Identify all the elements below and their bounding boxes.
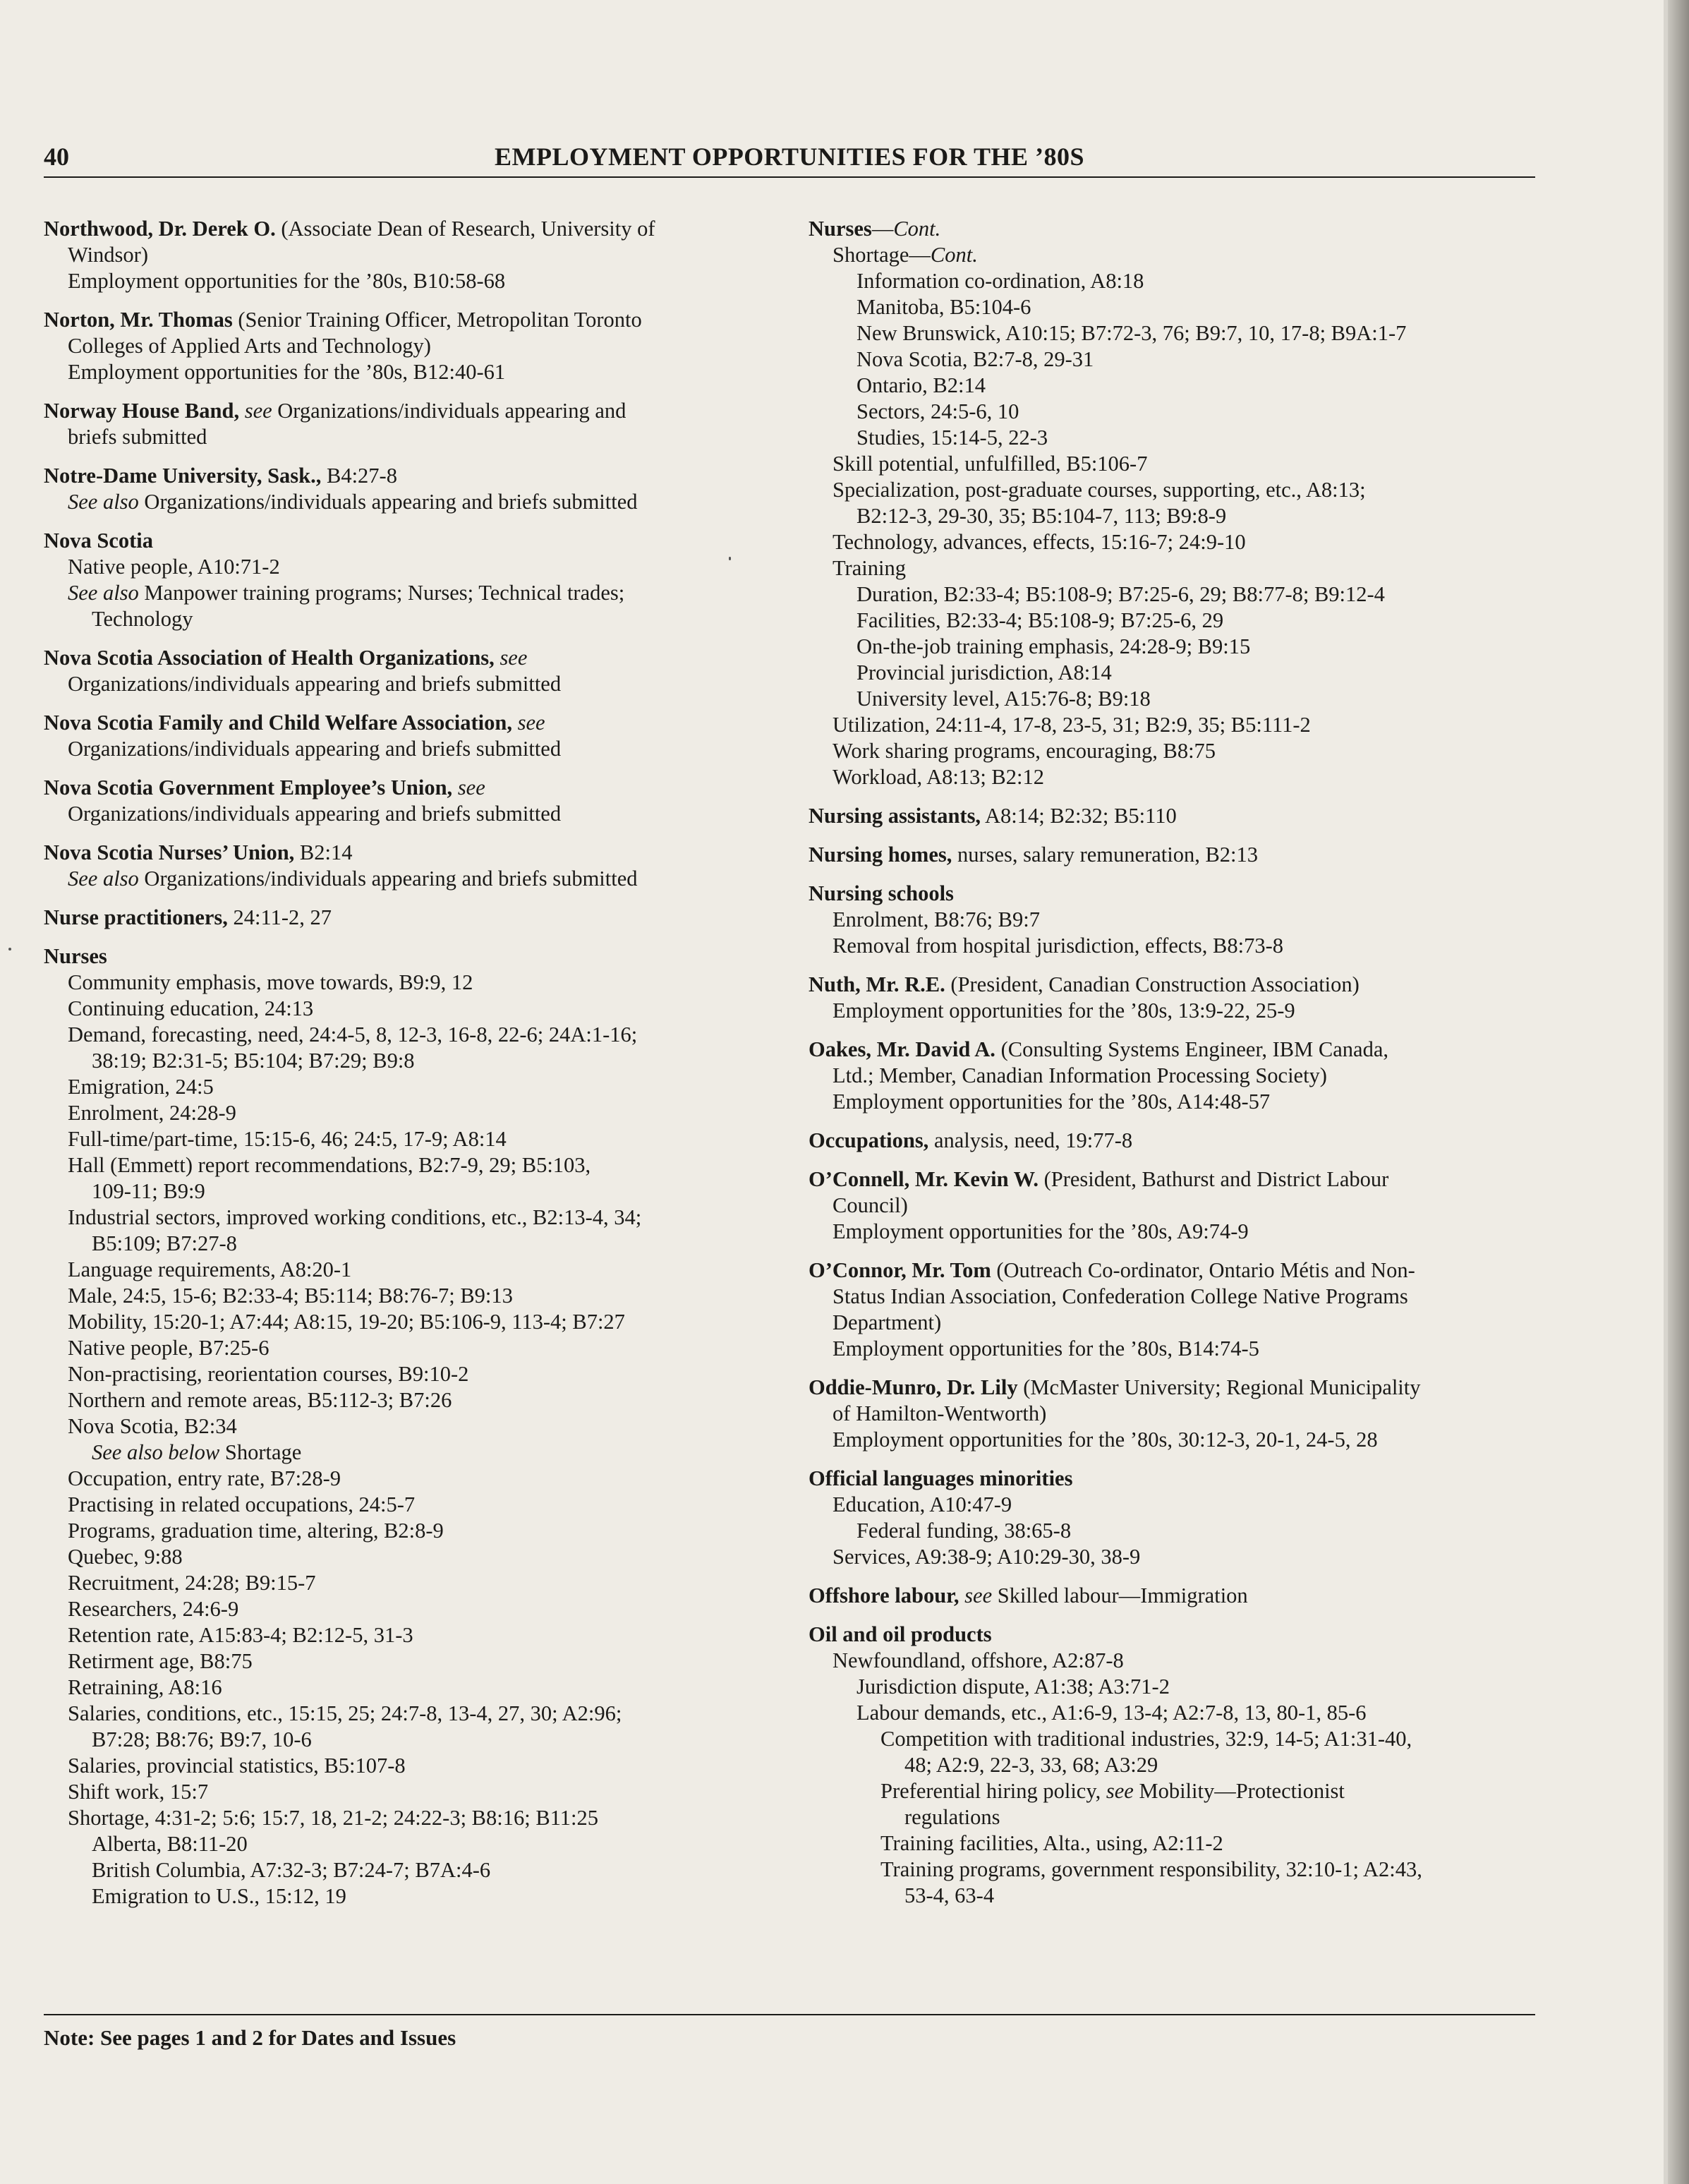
index-subentry: [44, 1779, 777, 1805]
entry-text: Organizations/individuals appearing and briefs submitted: [68, 802, 562, 826]
index-subentry: [44, 736, 777, 762]
entry-text: Education, A10:47-9: [833, 1492, 1012, 1516]
cross-reference-word: See also below: [92, 1440, 220, 1464]
index-subentry: [809, 1284, 1542, 1310]
index-subentry: [809, 1089, 1542, 1115]
entry-text: Shortage, 4:31-2; 5:6; 15:7, 18, 21-2; 24:22-3; B8:16; B11:25: [68, 1806, 599, 1830]
index-entry-heading: [809, 1622, 1542, 1648]
entry-text: British Columbia, A7:32-3; B7:24-7; B7A:4-6: [92, 1858, 491, 1882]
index-subentry: [44, 242, 777, 268]
entry-term: Nursing assistants,: [809, 804, 981, 828]
entry-text: Emigration to U.S., 15:12, 19: [92, 1884, 346, 1908]
index-subentry: [809, 1336, 1542, 1362]
index-subentry: [44, 268, 777, 294]
index-subentry: [44, 580, 777, 606]
entry-text: Competition with traditional industries, 32:9, 14-5; A1:31-40,: [880, 1727, 1412, 1751]
entry-text: Ltd.; Member, Canadian Information Processing Society): [833, 1063, 1327, 1087]
index-subentry: [44, 1100, 777, 1126]
entry-text: Quebec, 9:88: [68, 1545, 183, 1569]
index-entry-heading: [809, 216, 1542, 242]
entry-text: Manpower training programs; Nurses; Technical trades;: [138, 581, 625, 605]
index-subentry: [809, 686, 1542, 712]
entry-term: O’Connell, Mr. Kevin W.: [809, 1167, 1039, 1191]
index-subentry: [809, 660, 1542, 686]
index-subentry: [809, 933, 1542, 959]
entry-text: Industrial sectors, improved working conditions, etc., B2:13-4, 34;: [68, 1205, 642, 1229]
index-entry-heading: [44, 645, 777, 671]
running-title: EMPLOYMENT OPPORTUNITIES FOR THE ’80S: [494, 143, 1084, 171]
index-subentry: [809, 1648, 1542, 1674]
entry-text: (Outreach Co-ordinator, Ontario Métis and Non-: [991, 1258, 1415, 1282]
entry-text: B2:12-3, 29-30, 35; B5:104-7, 113; B9:8-9: [856, 504, 1227, 528]
entry-text: Newfoundland, offshore, A2:87-8: [833, 1648, 1124, 1672]
index-entry-heading: [809, 803, 1542, 829]
index-subentry: [809, 764, 1542, 790]
entry-text: Salaries, conditions, etc., 15:15, 25; 24:7-8, 13-4, 27, 30; A2:96;: [68, 1701, 622, 1725]
index-subentry: [44, 1022, 777, 1048]
index-subentry: [809, 1219, 1542, 1245]
entry-text: Organizations/individuals appearing and briefs submitted: [138, 867, 638, 891]
entry-text: B5:109; B7:27-8: [92, 1231, 237, 1255]
entry-text: Ontario, B2:14: [856, 373, 986, 397]
index-subentry: [809, 477, 1542, 503]
entry-term: Nova Scotia: [44, 529, 154, 553]
entry-text: Training: [833, 556, 906, 580]
entry-text: Utilization, 24:11-4, 17-8, 23-5, 31; B2:9, 35; B5:111-2: [833, 713, 1311, 737]
entry-text: briefs submitted: [68, 425, 207, 449]
index-column-left: [44, 216, 777, 1910]
index-subentry: [44, 970, 777, 996]
index-subentry: [809, 1752, 1542, 1778]
index-subentry: [809, 1857, 1542, 1883]
entry-term: Nursing homes,: [809, 843, 952, 867]
entry-text: Technology, advances, effects, 15:16-7; 24:9-10: [833, 530, 1246, 554]
entry-text: Occupation, entry rate, B7:28-9: [68, 1466, 341, 1490]
entry-text: 24:11-2, 27: [227, 905, 332, 929]
cross-reference-word: see: [964, 1583, 993, 1607]
entry-text: Native people, B7:25-6: [68, 1336, 270, 1360]
entry-text: Services, A9:38-9; A10:29-30, 38-9: [833, 1545, 1141, 1569]
index-subentry: [809, 1492, 1542, 1518]
entry-text: 109-11; B9:9: [92, 1179, 205, 1203]
entry-term: Nova Scotia Government Employee’s Union,: [44, 776, 453, 800]
entry-text: Nova Scotia, B2:7-8, 29-31: [856, 347, 1094, 371]
entry-text: (McMaster University; Regional Municipality: [1017, 1375, 1421, 1399]
index-subentry: [44, 1152, 777, 1178]
entry-text: Shift work, 15:7: [68, 1780, 209, 1804]
index-subentry: [809, 1518, 1542, 1544]
entry-text: Status Indian Association, Confederation College Native Programs: [833, 1284, 1408, 1308]
entry-text: nurses, salary remuneration, B2:13: [952, 843, 1259, 867]
entry-text: Workload, A8:13; B2:12: [833, 765, 1044, 789]
index-subentry: [809, 634, 1542, 660]
cross-reference-word: see: [500, 646, 528, 670]
index-subentry: [44, 554, 777, 580]
entry-text: Department): [833, 1310, 942, 1334]
entry-text: (Consulting Systems Engineer, IBM Canada,: [995, 1037, 1388, 1061]
index-subentry: [809, 399, 1542, 425]
entry-text: (Associate Dean of Research, University of: [275, 217, 655, 241]
entry-term: O’Connor, Mr. Tom: [809, 1258, 991, 1282]
index-subentry: [44, 1805, 777, 1831]
entry-text: Language requirements, A8:20-1: [68, 1257, 352, 1281]
entry-term: Oil and oil products: [809, 1622, 992, 1646]
binding-shadow: [1668, 0, 1689, 2184]
page-number: 40: [44, 143, 69, 171]
entry-term: Oakes, Mr. David A.: [809, 1037, 995, 1061]
index-subentry: [809, 346, 1542, 373]
index-subentry: [44, 1753, 777, 1779]
entry-text: Northern and remote areas, B5:112-3; B7:26: [68, 1388, 452, 1412]
index-subentry: [44, 1231, 777, 1257]
index-subentry: [809, 608, 1542, 634]
index-entry-heading: [809, 972, 1542, 998]
cross-reference-word: see: [1106, 1779, 1134, 1803]
entry-text: B7:28; B8:76; B9:7, 10-6: [92, 1727, 312, 1751]
index-entry-heading: [44, 463, 777, 489]
index-subentry: [44, 1675, 777, 1701]
entry-term: Nurses: [44, 944, 107, 968]
cross-reference-word: See also: [68, 581, 139, 605]
index-subentry: [44, 1126, 777, 1152]
entry-term: Nova Scotia Association of Health Organizations,: [44, 646, 495, 670]
index-subentry: [44, 1622, 777, 1648]
entry-text: Native people, A10:71-2: [68, 555, 280, 579]
index-entry-heading: [809, 881, 1542, 907]
index-column-right: [809, 216, 1542, 1909]
entry-text: Programs, graduation time, altering, B2:8-9: [68, 1519, 444, 1543]
entry-text: Demand, forecasting, need, 24:4-5, 8, 12-3, 16-8, 22-6; 24A:1-16;: [68, 1022, 638, 1046]
entry-text: —: [871, 217, 894, 241]
index-subentry: [44, 1361, 777, 1387]
index-subentry: [44, 1518, 777, 1544]
index-entry-heading: [44, 775, 777, 801]
entry-text: Hall (Emmett) report recommendations, B2:7-9, 29; B5:103,: [68, 1153, 591, 1177]
entry-text: Sectors, 24:5-6, 10: [856, 399, 1019, 423]
index-subentry: [44, 1727, 777, 1753]
index-subentry: [44, 1570, 777, 1596]
entry-text: Organizations/individuals appearing and briefs submitted: [68, 672, 562, 696]
index-entry-heading: [44, 307, 777, 333]
entry-text: Federal funding, 38:65-8: [856, 1519, 1072, 1543]
index-subentry: [809, 373, 1542, 399]
entry-term: Offshore labour,: [809, 1583, 959, 1607]
index-subentry: [809, 1726, 1542, 1752]
index-subentry: [44, 1283, 777, 1309]
entry-text: Facilities, B2:33-4; B5:108-9; B7:25-6, 29: [856, 608, 1224, 632]
index-subentry: [809, 1674, 1542, 1700]
entry-text: Continuing education, 24:13: [68, 996, 314, 1020]
entry-text: [239, 399, 245, 423]
index-subentry: [44, 1701, 777, 1727]
entry-text: B4:27-8: [321, 464, 397, 488]
entry-text: 53-4, 63-4: [904, 1883, 995, 1907]
entry-text: Shortage—: [833, 243, 931, 267]
index-subentry: [809, 1544, 1542, 1570]
entry-text: (Senior Training Officer, Metropolitan Toronto: [232, 308, 642, 332]
entry-text: Employment opportunities for the ’80s, A14:48-57: [833, 1090, 1271, 1114]
index-subentry: [44, 801, 777, 827]
entry-text: Alberta, B8:11-20: [92, 1832, 248, 1856]
index-subentry: [44, 996, 777, 1022]
entry-text: A8:14; B2:32; B5:110: [981, 804, 1177, 828]
index-subentry: [44, 1257, 777, 1283]
entry-text: Colleges of Applied Arts and Technology): [68, 334, 431, 358]
entry-text: Enrolment, B8:76; B9:7: [833, 907, 1040, 931]
index-subentry: [809, 1427, 1542, 1453]
entry-text: Retention rate, A15:83-4; B2:12-5, 31-3: [68, 1623, 413, 1647]
entry-text: Duration, B2:33-4; B5:108-9; B7:25-6, 29; B8:77-8; B9:12-4: [856, 582, 1385, 606]
entry-text: [452, 776, 458, 800]
entry-text: of Hamilton-Wentworth): [833, 1401, 1047, 1425]
entry-text: Skilled labour—Immigration: [992, 1583, 1248, 1607]
entry-term: Official languages minorities: [809, 1466, 1073, 1490]
index-subentry: [44, 1413, 777, 1440]
index-subentry: [44, 1544, 777, 1570]
index-subentry: [44, 1205, 777, 1231]
entry-text: Employment opportunities for the ’80s, B10:58-68: [68, 269, 506, 293]
entry-text: 38:19; B2:31-5; B5:104; B7:29; B9:8: [92, 1049, 415, 1073]
cross-reference-word: Cont.: [893, 217, 941, 241]
entry-text: Information co-ordination, A8:18: [856, 269, 1144, 293]
index-subentry: [44, 1309, 777, 1335]
index-entry-heading: [809, 1257, 1542, 1284]
index-subentry: [44, 359, 777, 385]
entry-text: Provincial jurisdiction, A8:14: [856, 660, 1112, 684]
index-entry-heading: [809, 1466, 1542, 1492]
index-subentry: [809, 1193, 1542, 1219]
entry-text: Work sharing programs, encouraging, B8:75: [833, 739, 1216, 763]
index-subentry: [809, 294, 1542, 320]
entry-text: Studies, 15:14-5, 22-3: [856, 426, 1048, 450]
index-subentry: [809, 451, 1542, 477]
index-subentry: [809, 320, 1542, 346]
page-speck: [729, 557, 731, 560]
index-subentry: [809, 1778, 1542, 1804]
entry-text: Enrolment, 24:28-9: [68, 1101, 236, 1125]
entry-text: Shortage: [219, 1440, 302, 1464]
index-subentry: [809, 1401, 1542, 1427]
entry-term: Nurses: [809, 217, 872, 241]
entry-term: Nursing schools: [809, 881, 954, 905]
index-subentry: [809, 738, 1542, 764]
entry-text: Removal from hospital jurisdiction, effects, B8:73-8: [833, 934, 1283, 958]
index-subentry: [809, 712, 1542, 738]
entry-text: Non-practising, reorientation courses, B9:10-2: [68, 1362, 469, 1386]
entry-text: Council): [833, 1193, 908, 1217]
entry-text: Practising in related occupations, 24:5-7: [68, 1492, 416, 1516]
index-subentry: [44, 866, 777, 892]
entry-text: Salaries, provincial statistics, B5:107-8: [68, 1754, 406, 1778]
index-subentry: [44, 1831, 777, 1857]
entry-text: Mobility, 15:20-1; A7:44; A8:15, 19-20; B5:106-9, 113-4; B7:27: [68, 1310, 625, 1334]
entry-text: Full-time/part-time, 15:15-6, 46; 24:5, 17-9; A8:14: [68, 1127, 507, 1151]
index-subentry: [44, 1466, 777, 1492]
entry-text: Skill potential, unfulfilled, B5:106-7: [833, 452, 1148, 476]
entry-text: Employment opportunities for the ’80s, 13:9-22, 25-9: [833, 999, 1295, 1022]
index-entry-heading: [44, 943, 777, 970]
entry-text: Nova Scotia, B2:34: [68, 1414, 237, 1438]
entry-text: Employment opportunities for the ’80s, 30:12-3, 20-1, 24-5, 28: [833, 1428, 1378, 1452]
index-subentry: [809, 907, 1542, 933]
index-subentry: [809, 268, 1542, 294]
entry-text: Organizations/individuals appearing and briefs submitted: [68, 737, 562, 761]
entry-text: Manitoba, B5:104-6: [856, 295, 1031, 319]
entry-text: Organizations/individuals appearing and: [272, 399, 626, 423]
entry-text: Organizations/individuals appearing and briefs submitted: [138, 490, 638, 514]
index-subentry: [809, 1883, 1542, 1909]
index-entry-heading: [809, 1128, 1542, 1154]
index-subentry: [809, 581, 1542, 608]
index-subentry: [809, 998, 1542, 1024]
index-subentry: [44, 1857, 777, 1883]
entry-text: Jurisdiction dispute, A1:38; A3:71-2: [856, 1675, 1170, 1699]
entry-text: Retraining, A8:16: [68, 1675, 222, 1699]
index-entry-heading: [44, 398, 777, 424]
entry-term: Occupations,: [809, 1128, 929, 1152]
footer-rule: [44, 2014, 1535, 2015]
cross-reference-word: see: [517, 711, 545, 735]
index-entry-heading: [44, 528, 777, 554]
entry-text: Employment opportunities for the ’80s, A9:74-9: [833, 1219, 1249, 1243]
index-subentry: [44, 1883, 777, 1910]
index-subentry: [44, 1178, 777, 1205]
index-subentry: [809, 1063, 1542, 1089]
entry-term: Northwood, Dr. Derek O.: [44, 217, 276, 241]
index-entry-heading: [809, 1375, 1542, 1401]
entry-text: Preferential hiring policy,: [880, 1779, 1106, 1803]
entry-text: New Brunswick, A10:15; B7:72-3, 76; B9:7, 10, 17-8; B9A:1-7: [856, 321, 1407, 345]
index-entry-heading: [44, 905, 777, 931]
cross-reference-word: See also: [68, 490, 139, 514]
index-entry-heading: [44, 840, 777, 866]
index-subentry: [44, 1074, 777, 1100]
index-subentry: [44, 1048, 777, 1074]
index-entry-heading: [44, 216, 777, 242]
index-subentry: [809, 529, 1542, 555]
index-entry-heading: [809, 1037, 1542, 1063]
index-entry-heading: [809, 842, 1542, 868]
index-subentry: [809, 1310, 1542, 1336]
index-subentry: [809, 1830, 1542, 1857]
entry-text: On-the-job training emphasis, 24:28-9; B9:15: [856, 634, 1251, 658]
cross-reference-word: Cont.: [930, 243, 978, 267]
entry-text: analysis, need, 19:77-8: [928, 1128, 1133, 1152]
entry-text: [512, 711, 518, 735]
entry-text: Employment opportunities for the ’80s, B12:40-61: [68, 360, 506, 384]
entry-text: Labour demands, etc., A1:6-9, 13-4; A2:7-8, 13, 80-1, 85-6: [856, 1701, 1367, 1725]
entry-term: Norway House Band,: [44, 399, 240, 423]
entry-text: Specialization, post-graduate courses, supporting, etc., A8:13;: [833, 478, 1366, 502]
entry-text: University level, A15:76-8; B9:18: [856, 687, 1151, 711]
entry-term: Nova Scotia Family and Child Welfare Association,: [44, 711, 512, 735]
entry-text: Male, 24:5, 15-6; B2:33-4; B5:114; B8:76-7; B9:13: [68, 1284, 513, 1308]
entry-term: Nuth, Mr. R.E.: [809, 972, 945, 996]
index-subentry: [44, 1596, 777, 1622]
entry-term: Nova Scotia Nurses’ Union,: [44, 840, 295, 864]
index-entry-heading: [809, 1583, 1542, 1609]
entry-text: Retirment age, B8:75: [68, 1649, 253, 1673]
index-subentry: [809, 242, 1542, 268]
index-subentry: [44, 333, 777, 359]
index-subentry: [809, 425, 1542, 451]
index-entry-heading: [44, 710, 777, 736]
entry-text: Training programs, government responsibility, 32:10-1; A2:43,: [880, 1857, 1422, 1881]
index-subentry: [44, 1648, 777, 1675]
entry-text: Recruitment, 24:28; B9:15-7: [68, 1571, 316, 1595]
index-subentry: [44, 606, 777, 632]
cross-reference-word: see: [457, 776, 485, 800]
entry-text: B2:14: [294, 840, 353, 864]
entry-text: 48; A2:9, 22-3, 33, 68; A3:29: [904, 1753, 1158, 1777]
entry-text: Technology: [92, 607, 193, 631]
cross-reference-word: see: [244, 399, 272, 423]
entry-text: Training facilities, Alta., using, A2:11-2: [880, 1831, 1223, 1855]
index-subentry: [44, 424, 777, 450]
entry-text: Emigration, 24:5: [68, 1075, 214, 1099]
index-subentry: [44, 1387, 777, 1413]
entry-text: Employment opportunities for the ’80s, B14:74-5: [833, 1337, 1259, 1361]
index-entry-heading: [809, 1166, 1542, 1193]
header-rule: [44, 176, 1535, 178]
entry-text: [959, 1583, 965, 1607]
index-subentry: [44, 671, 777, 697]
page-header: [44, 140, 1535, 175]
entry-term: Oddie-Munro, Dr. Lily: [809, 1375, 1018, 1399]
index-subentry: [44, 1440, 777, 1466]
entry-text: Community emphasis, move towards, B9:9, 12: [68, 970, 473, 994]
index-subentry: [44, 1335, 777, 1361]
cross-reference-word: See also: [68, 867, 139, 891]
footer-note: Note: See pages 1 and 2 for Dates and Issues: [44, 2025, 456, 2050]
entry-text: (President, Bathurst and District Labour: [1038, 1167, 1389, 1191]
index-subentry: [809, 1700, 1542, 1726]
index-subentry: [809, 555, 1542, 581]
entry-text: Mobility—Protectionist: [1133, 1779, 1345, 1803]
index-subentry: [809, 503, 1542, 529]
entry-text: regulations: [904, 1805, 1000, 1829]
entry-term: Notre-Dame University, Sask.,: [44, 464, 322, 488]
page-speck: [8, 948, 11, 951]
entry-term: Norton, Mr. Thomas: [44, 308, 233, 332]
entry-text: Windsor): [68, 243, 148, 267]
entry-term: Nurse practitioners,: [44, 905, 228, 929]
entry-text: (President, Canadian Construction Association): [945, 972, 1360, 996]
index-subentry: [44, 489, 777, 515]
entry-text: Researchers, 24:6-9: [68, 1597, 239, 1621]
index-subentry: [44, 1492, 777, 1518]
index-subentry: [809, 1804, 1542, 1830]
